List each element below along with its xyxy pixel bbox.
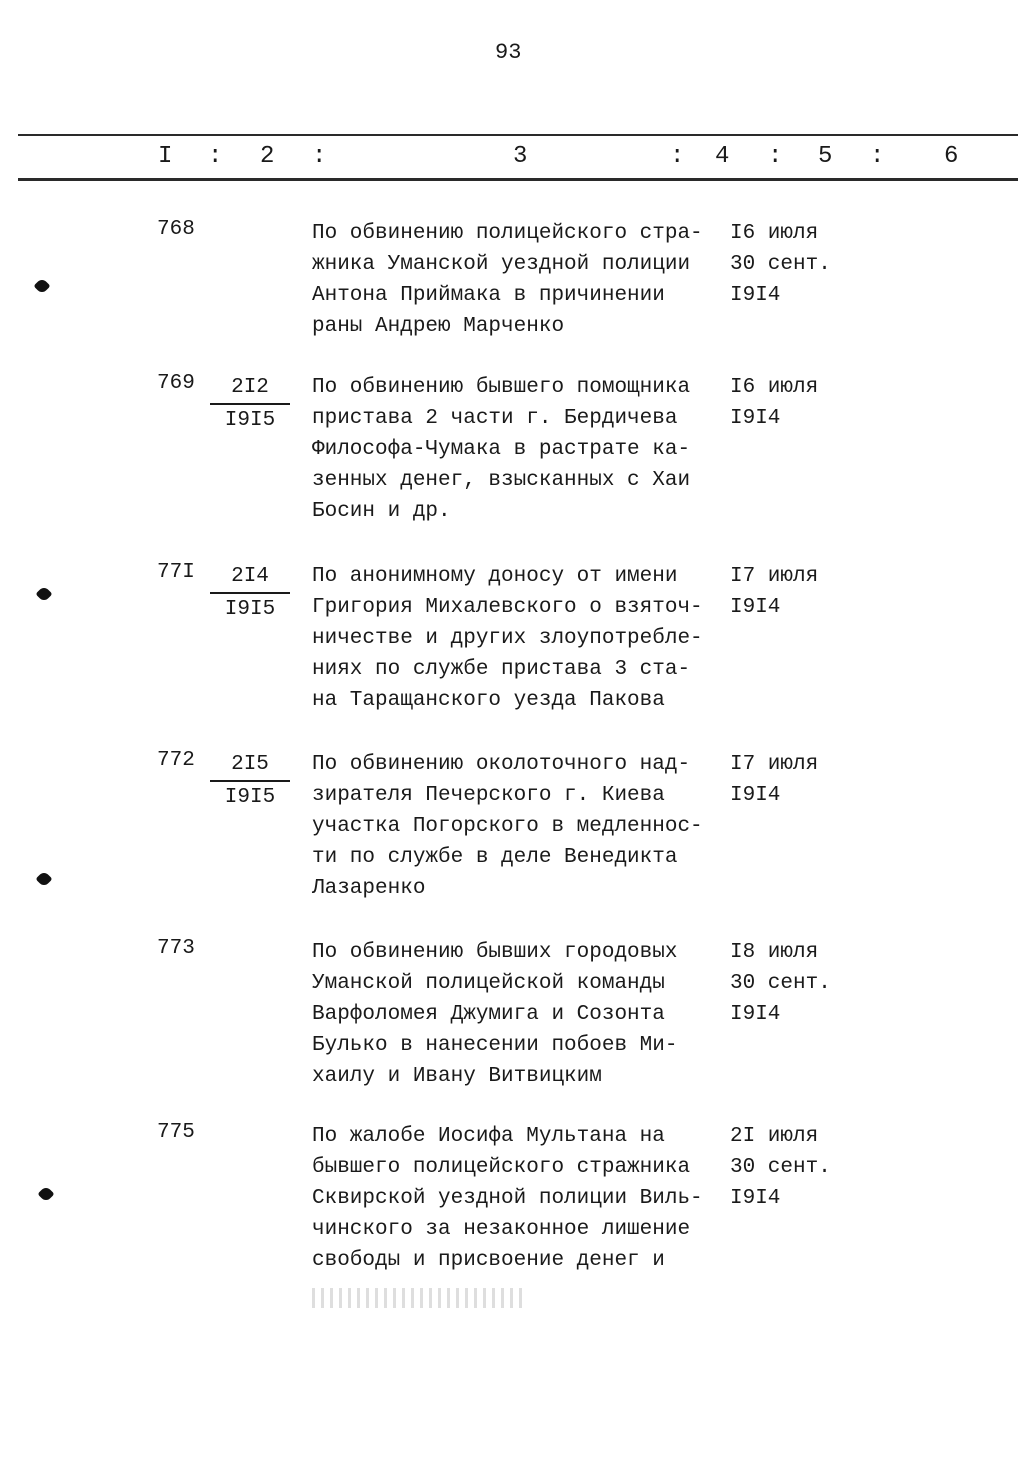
description-line: По обвинению бывших городовых: [312, 941, 678, 964]
table-header: [0, 143, 1024, 175]
binder-hole-mark: [36, 586, 53, 603]
description-line: Антона Приймака в причинении: [312, 284, 665, 307]
description-line: Сквирской уездной полиции Виль-: [312, 1187, 703, 1210]
description-line: Босин и др.: [312, 500, 451, 523]
description-line: свободы и присвоение денег и: [312, 1249, 665, 1272]
archive-number: 2I2: [210, 372, 290, 405]
header-separator: :: [312, 143, 327, 170]
date-line: I9I4: [730, 1003, 781, 1026]
entry-description: [312, 561, 722, 716]
description-line: ниях по службе пристава 3 ста-: [312, 658, 691, 681]
date-line: I7 июля: [730, 753, 819, 776]
entry-description: [312, 372, 722, 527]
description-line: зенных денег, взысканных с Хаи: [312, 469, 691, 492]
entry-description: [312, 749, 722, 904]
description-line: Лазаренко: [312, 877, 426, 900]
entry-dates: [730, 372, 818, 434]
header-col-6: 6: [944, 143, 959, 170]
description-line: участка Погорского в медленнос-: [312, 815, 703, 838]
entry-number: 775: [157, 1121, 195, 1144]
header-top-rule: [18, 134, 1018, 136]
archive-number: 2I4: [210, 561, 290, 594]
date-line: 30 сент.: [730, 253, 831, 276]
binder-hole-mark: [34, 278, 51, 295]
date-line: 30 сент.: [730, 1156, 831, 1179]
description-line: Варфоломея Джумига и Созонта: [312, 1003, 665, 1026]
header-separator: :: [768, 143, 783, 170]
header-col-5: 5: [818, 143, 833, 170]
date-line: 30 сент.: [730, 972, 831, 995]
header-bottom-rule: [18, 178, 1018, 181]
archive-reference: [210, 372, 290, 436]
description-line: По обвинению бывшего помощника: [312, 376, 691, 399]
entry-number: 773: [157, 937, 195, 960]
description-line: ничестве и других злоупотребле-: [312, 627, 703, 650]
description-line: Уманской полицейской команды: [312, 972, 665, 995]
header-col-3: 3: [513, 143, 528, 170]
description-line: Философа-Чумака в растрате ка-: [312, 438, 691, 461]
date-line: I9I4: [730, 284, 781, 307]
archive-year: I9I5: [224, 409, 276, 432]
entry-description: [312, 1121, 722, 1276]
header-separator: :: [208, 143, 223, 170]
description-line: По жалобе Иосифа Мультана на: [312, 1125, 665, 1148]
date-line: I9I4: [730, 784, 781, 807]
entry-dates: [730, 561, 818, 623]
archive-year: I9I5: [224, 786, 276, 809]
description-line: бывшего полицейского стражника: [312, 1156, 691, 1179]
date-line: I9I4: [730, 407, 781, 430]
header-separator: :: [670, 143, 685, 170]
date-line: 2I июля: [730, 1125, 819, 1148]
date-line: I8 июля: [730, 941, 819, 964]
faded-text-smudge: [312, 1288, 522, 1308]
entry-number: 77I: [157, 561, 195, 584]
archive-reference: [210, 749, 290, 813]
description-line: Григория Михалевского о взяточ-: [312, 596, 703, 619]
description-line: По обвинению полицейского стра-: [312, 222, 703, 245]
description-line: хаилу и Ивану Витвицким: [312, 1065, 602, 1088]
description-line: зирателя Печерского г. Киева: [312, 784, 665, 807]
date-line: I9I4: [730, 596, 781, 619]
description-line: Булько в нанесении побоев Ми-: [312, 1034, 678, 1057]
description-line: раны Андрею Марченко: [312, 315, 565, 338]
description-line: на Таращанского уезда Пакова: [312, 689, 665, 712]
binder-hole-mark: [36, 871, 53, 888]
archive-reference: [210, 561, 290, 625]
description-line: По анонимному доносу от имени: [312, 565, 678, 588]
date-line: I7 июля: [730, 565, 819, 588]
entry-dates: [730, 218, 831, 311]
header-col-1: I: [158, 143, 173, 170]
archive-number: 2I5: [210, 749, 290, 782]
entry-dates: [730, 937, 831, 1030]
entry-number: 772: [157, 749, 195, 772]
entry-number: 769: [157, 372, 195, 395]
date-line: I6 июля: [730, 376, 819, 399]
description-line: чинского за незаконное лишение: [312, 1218, 691, 1241]
description-line: пристава 2 части г. Бердичева: [312, 407, 678, 430]
binder-hole-mark: [38, 1186, 55, 1203]
page-number: 93: [495, 40, 522, 65]
header-col-4: 4: [715, 143, 730, 170]
entry-number: 768: [157, 218, 195, 241]
header-col-2: 2: [260, 143, 275, 170]
description-line: жника Уманской уездной полиции: [312, 253, 691, 276]
entry-description: [312, 937, 722, 1092]
description-line: По обвинению околоточного над-: [312, 753, 691, 776]
entry-dates: [730, 749, 818, 811]
header-separator: :: [870, 143, 885, 170]
date-line: I9I4: [730, 1187, 781, 1210]
description-line: ти по службе в деле Венедикта: [312, 846, 678, 869]
archive-year: I9I5: [224, 598, 276, 621]
date-line: I6 июля: [730, 222, 819, 245]
entry-dates: [730, 1121, 831, 1214]
entry-description: [312, 218, 722, 342]
